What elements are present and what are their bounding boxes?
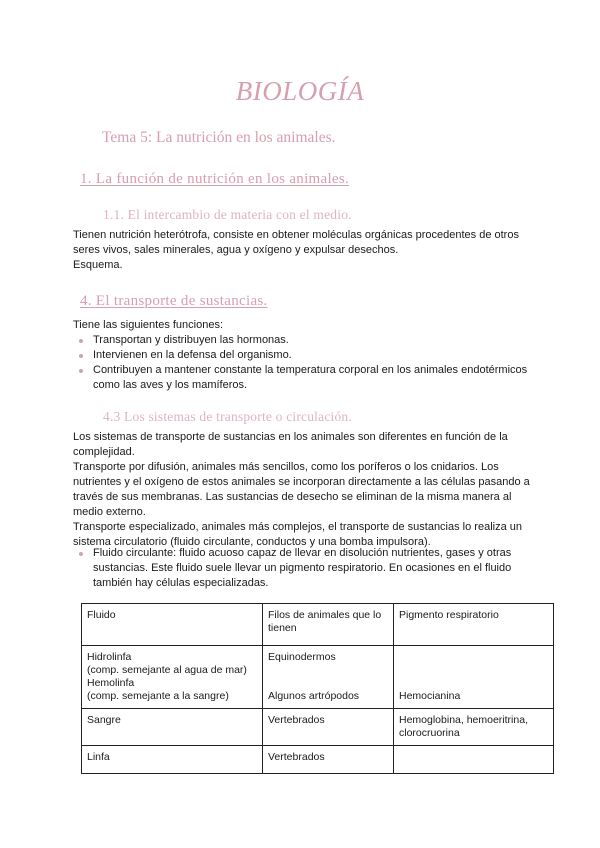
table-cell — [394, 646, 554, 709]
table-row — [82, 746, 554, 774]
cell-line: (comp. semejante al agua de mar) — [87, 664, 247, 676]
table-cell: Vertebrados — [263, 746, 394, 774]
bullet-icon — [79, 354, 83, 358]
paragraph: Esquema. — [73, 259, 123, 271]
bullet-icon — [79, 369, 83, 373]
cell-line: Hemolinfa — [87, 677, 135, 689]
topic-subtitle: Tema 5: La nutrición en los animales. — [102, 129, 336, 146]
paragraph: Tienen nutrición heterótrofa, consiste en obtener moléculas orgánicas procedentes de otros seres vivos, sales minerales, agua y oxígeno y expulsar desechos. — [73, 229, 519, 256]
fluids-table — [81, 603, 554, 774]
section-1-heading: 1. La función de nutrición en los animales. — [80, 171, 350, 187]
paragraph: Transporte por difusión, animales más sencillos, como los poríferos o los cnidarios. Los nutrientes y el oxígeno de estos animales se incorporan directamente a las células pasando a través de sus membranas. Las sustancias de desecho se eliminan de la misma manera al medio externo. — [73, 461, 530, 518]
section-4-3-heading: 4.3 Los sistemas de transporte o circulación. — [103, 409, 352, 424]
functions-list — [73, 333, 533, 393]
paragraph: Los sistemas de transporte de sustancias en los animales son diferentes en función de la complejidad. — [73, 431, 508, 458]
bullet-icon — [79, 552, 83, 556]
table-cell: Vertebrados — [263, 709, 394, 746]
header-cell: Fluido — [82, 604, 263, 646]
table-cell — [394, 746, 554, 774]
cell-line: Hemocianina — [399, 690, 461, 702]
section-4-3-body — [73, 430, 533, 550]
section-1-1-heading: 1.1. El intercambio de materia con el medio. — [103, 207, 352, 222]
list-item: Fluido circulante: fluido acuoso capaz de llevar en disolución nutrientes, gases y otras sustancias. Este fluido suele llevar un pigmento respiratorio. En ocasiones en el fluido también hay células especializadas. — [73, 546, 533, 591]
section-4-intro: Tiene las siguientes funciones: — [73, 319, 224, 331]
table-cell: Linfa — [82, 746, 263, 774]
table-row — [82, 709, 554, 746]
header-cell: Filos de animales que lo tienen — [263, 604, 394, 646]
cell-line: (comp. semejante a la sangre) — [87, 690, 229, 702]
list-item: Contribuyen a mantener constante la temperatura corporal en los animales endotérmicos como las aves y los mamíferos. — [73, 363, 533, 393]
table-cell: Hemoglobina, hemoeritrina, clorocruorina — [394, 709, 554, 746]
fluid-bullets — [73, 546, 533, 591]
table-header-row — [82, 604, 554, 646]
bullet-icon — [79, 339, 83, 343]
cell-line: Equinodermos — [268, 651, 336, 663]
section-1-1-body — [73, 228, 533, 273]
table-cell: Sangre — [82, 709, 263, 746]
table-cell — [263, 646, 394, 709]
table-cell — [82, 646, 263, 709]
section-4-heading: 4. El transporte de sustancias. — [80, 293, 268, 309]
list-item: Intervienen en la defensa del organismo. — [73, 348, 533, 363]
table-row — [82, 646, 554, 709]
cell-line: Hidrolinfa — [87, 651, 132, 663]
list-item: Transportan y distribuyen las hormonas. — [73, 333, 533, 348]
header-cell: Pigmento respiratorio — [394, 604, 554, 646]
paragraph: Transporte especializado, animales más complejos, el transporte de sustancias lo realiza un sistema circulatorio (fluido circulante, conductos y una bomba impulsora). — [73, 521, 522, 548]
cell-line: Algunos artrópodos — [268, 690, 360, 702]
document-title: BIOLOGÍA — [235, 76, 365, 106]
